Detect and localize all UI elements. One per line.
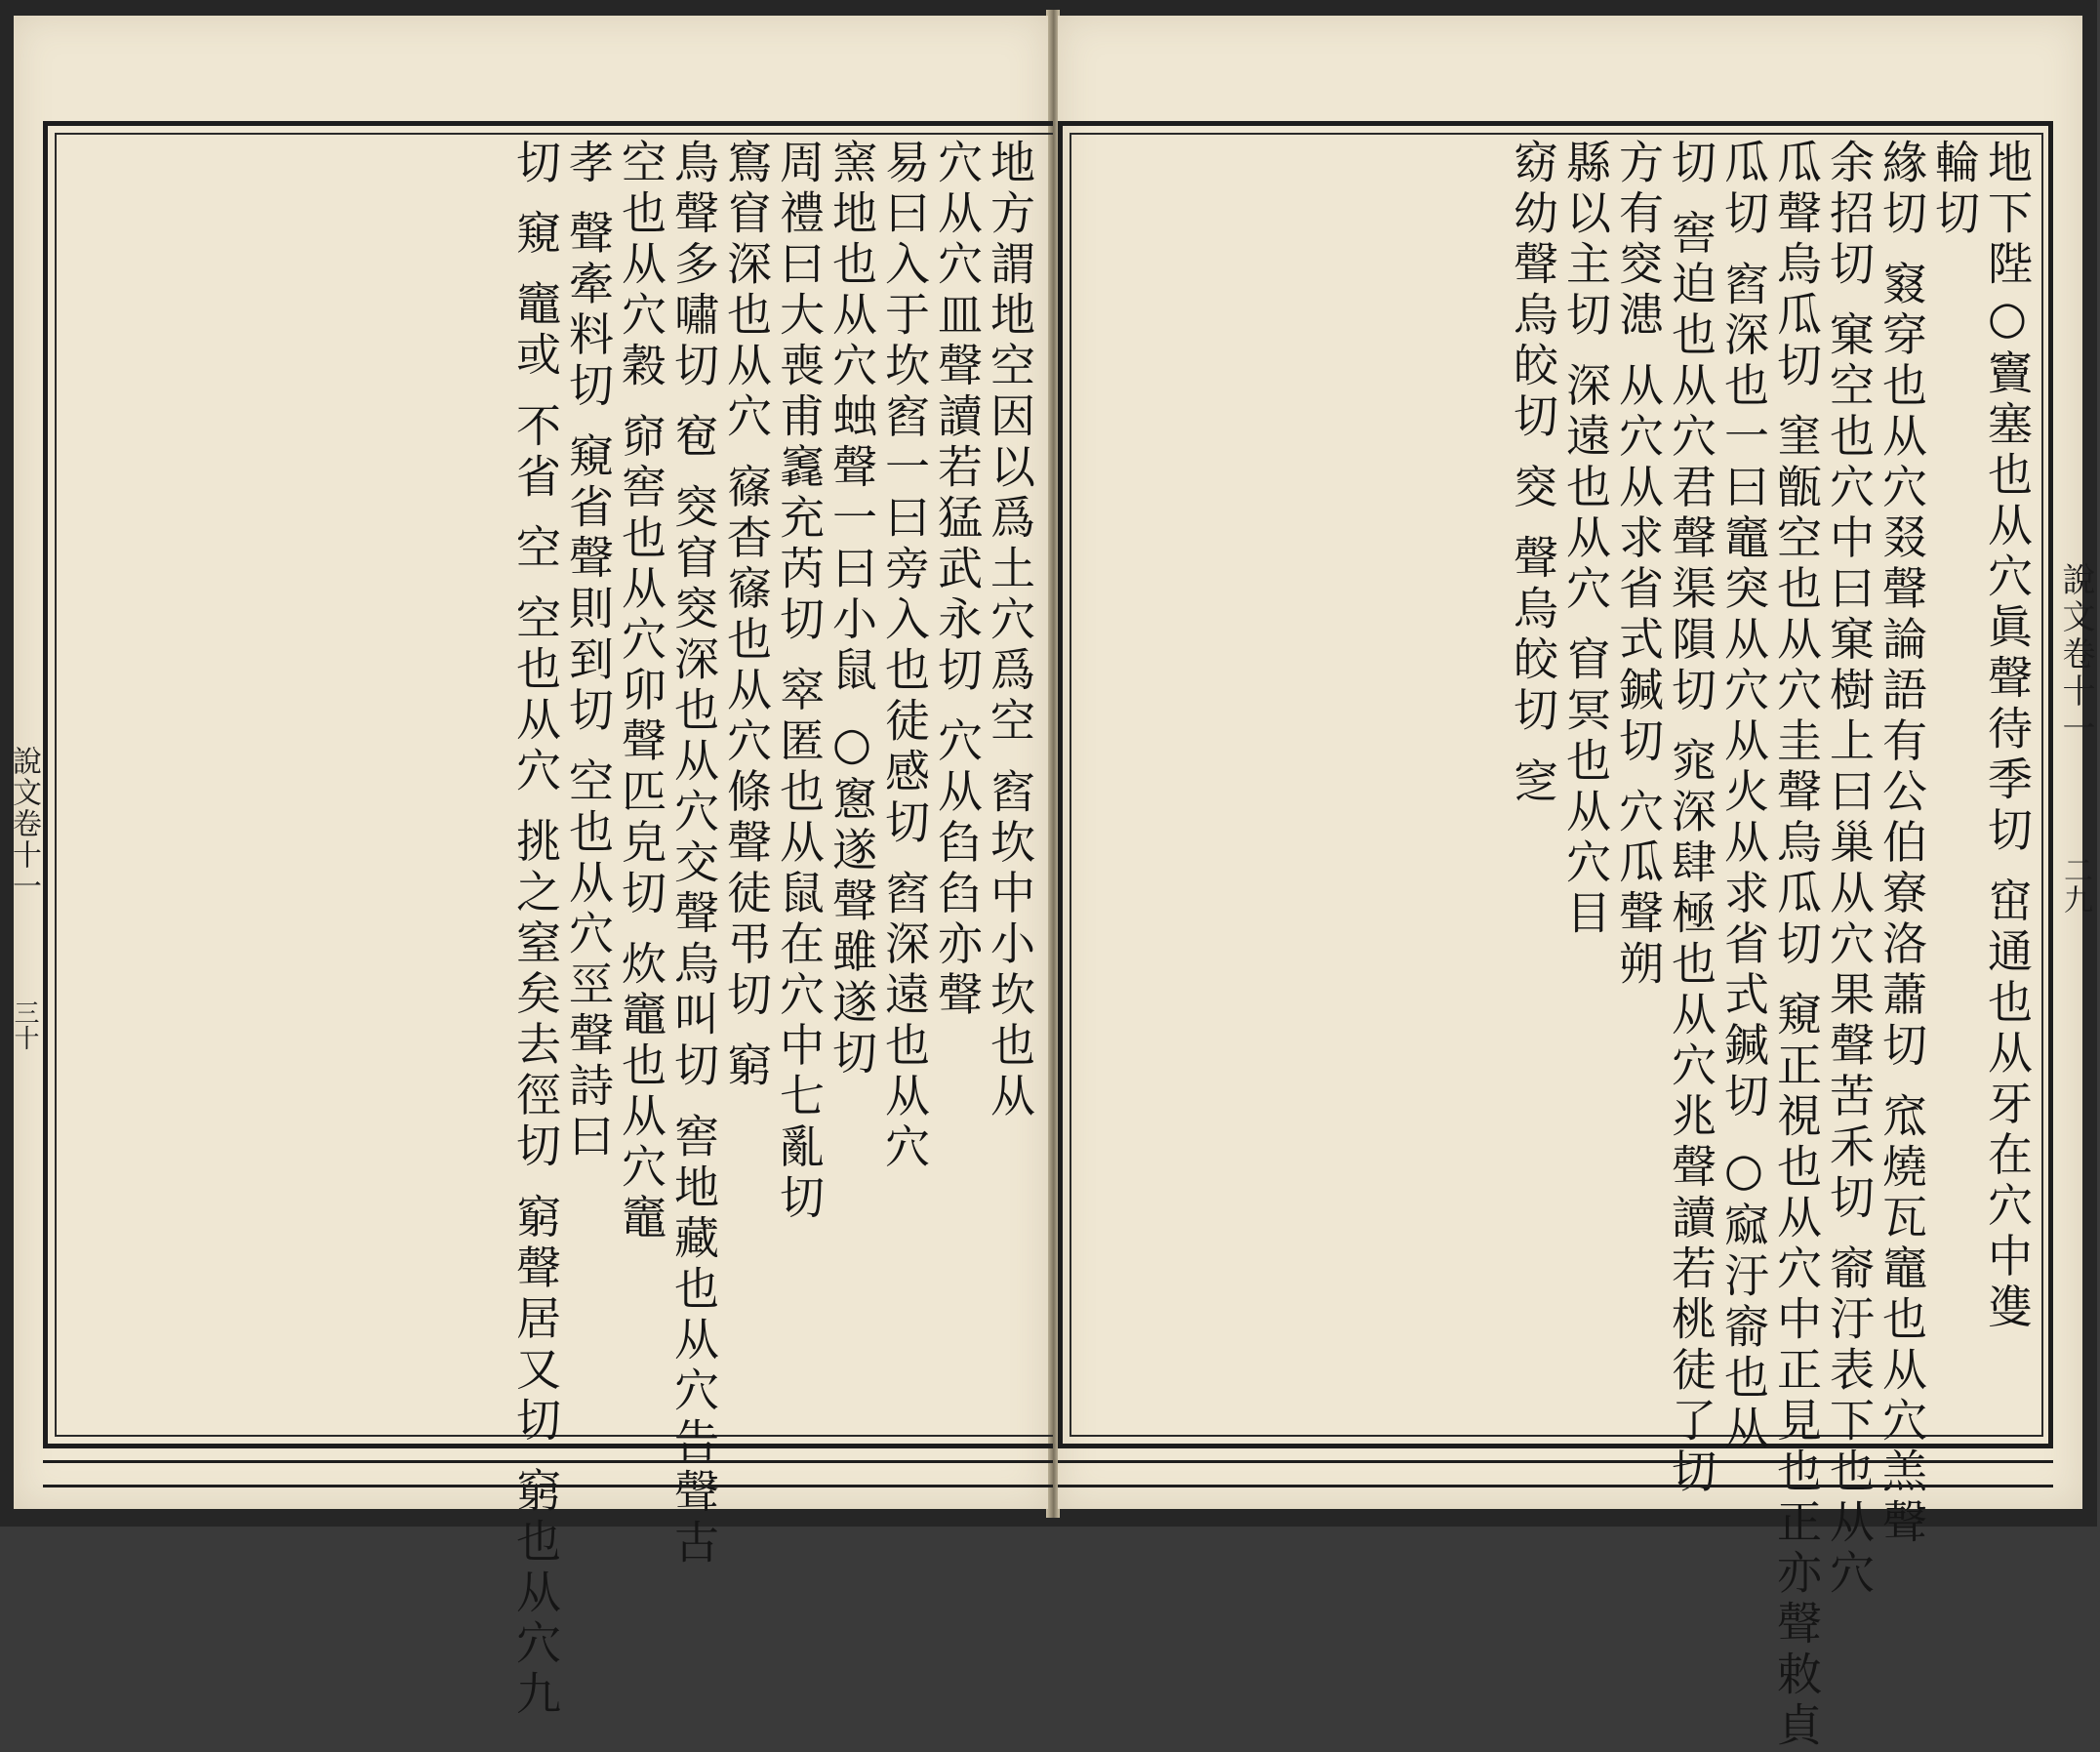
right-margin-folio: 二九 [2058,855,2092,914]
text-column: 縣以主切 深遠也从穴 窅冥也从穴目 [1559,139,1612,941]
text-column: 輪切 [1928,139,1981,240]
text-column: 空也从穴穀 窌窖也从穴卯聲匹皃切 炊竈也从穴竈 [615,139,667,1245]
text-column: 切 窺 竈或 不省 空 空也从穴 挑之窒矣去徑切 窮聲居又切 窮也从穴九 [509,139,562,1721]
text-column: 穴从穴皿聲讀若猛武永切 穴从臽臽亦聲 [931,139,984,1022]
left-gutter-folio: 三十 [10,999,39,1050]
right-page [1058,16,2095,1752]
text-column: 窯地也从穴䖵聲一曰小鼠 ○窻遂聲雖遂切 [826,139,878,1080]
text-column: 易曰入于坎窞一曰旁入也徒感切 窞深遠也从穴 [878,139,931,1174]
left-page [7,16,1048,1721]
left-page-text-columns [72,139,1038,1721]
text-column: 方有窔漶 从穴从求省式鍼切 穴瓜聲朔 [1612,139,1665,992]
text-column: 余招切 窠空也穴中曰窠樹上曰巢从穴果聲苦禾切 窬汙表下也从穴 [1823,139,1876,1601]
text-column: 孝 聲牽料切 窺省聲則到切 空也从穴巠聲詩曰 [562,139,615,1163]
right-page-text-columns [1079,139,2036,1752]
text-column: 瓜聲烏瓜切 窐甑空也从穴圭聲烏瓜切 窺正視也从穴中正見也正亦聲敕貞 [1770,139,1823,1752]
left-page-bottom-band [43,1460,1053,1487]
text-column: 瓜切 窞深也一曰竈突从穴从火从求省式鍼切 ○窳汙窬也从 [1717,139,1770,1456]
text-column: 地方謂地空因以爲土穴爲空 窞坎中小坎也从 [984,139,1036,1123]
text-column: 窈幼聲烏皎切 窔 聲烏皎切 窆 [1507,139,1559,808]
left-page-center-column [7,121,46,1448]
text-column: 鳥聲多嘯切 窇 窔窅窔深也从穴交聲烏叫切 窖地藏也从穴告聲古 [667,139,720,1569]
text-column: 窵窅深也从穴 窱杳窱也从穴條聲徒弔切 窮 [720,139,773,1093]
left-gutter-title: 說文卷十一 [7,746,41,902]
text-column: 緣切 窡穿也从穴叕聲論語有公伯寮洛蕭切 窊燒瓦竈也从穴羔聲 [1876,139,1928,1550]
right-page-bottom-band [1058,1460,2053,1487]
right-margin-title: 說文卷十一 [2056,562,2095,748]
text-column: 周禮曰大喪甫竁充芮切 窣匿也从鼠在穴中七亂切 [773,139,826,1225]
text-column: 切 窖迫也从穴君聲渠隕切 窕深肆極也从穴兆聲讀若桃徒了切 [1665,139,1717,1499]
text-column: 地下陛○竇塞也从穴眞聲待季切 窋通也从牙在穴中㕠 [1981,139,2034,1334]
